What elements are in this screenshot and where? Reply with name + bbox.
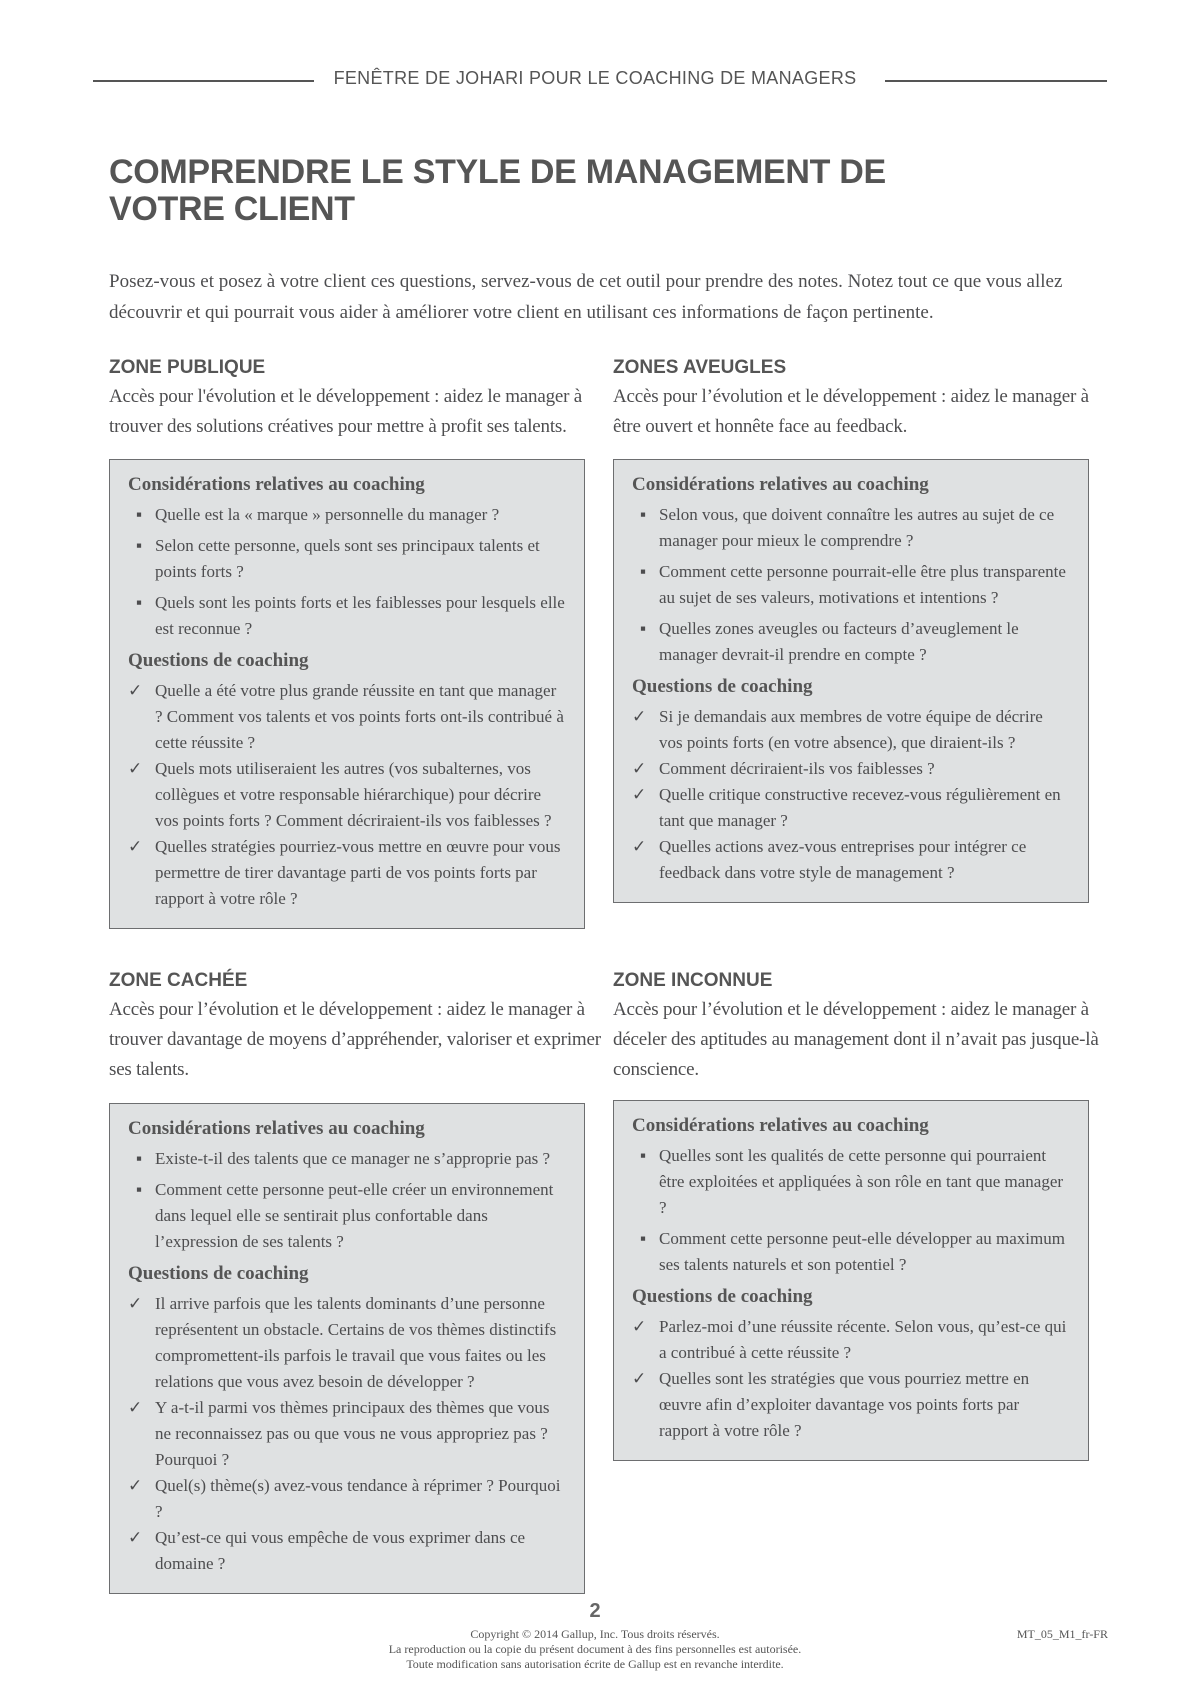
consideration-item: ▪ Comment cette personne peut-elle développer au maximum ses talents naturels et son potentiel ? xyxy=(632,1226,1070,1278)
question-item: ✓ Qu’est-ce qui vous empêche de vous exprimer dans ce domaine ? xyxy=(128,1525,566,1577)
square-bullet-icon: ▪ xyxy=(640,1229,647,1248)
question-item: ✓ Y a-t-il parmi vos thèmes principaux des thèmes que vous ne reconnaissez pas ou que vous ne vous appropriez pas ? Pourquoi ? xyxy=(128,1395,566,1473)
zone-publique-box xyxy=(109,459,585,929)
checkmark-icon: ✓ xyxy=(128,681,143,700)
footer xyxy=(0,1627,1190,1672)
document-code: MT_05_M1_fr-FR xyxy=(1016,1627,1108,1641)
checkmark-icon: ✓ xyxy=(128,1398,143,1417)
question-item: ✓ Si je demandais aux membres de votre équipe de décrire vos points forts (en votre absence), que diraient-ils ? xyxy=(632,704,1070,756)
zone-title: ZONE PUBLIQUE xyxy=(109,357,266,378)
zone-publique-intro xyxy=(109,356,607,442)
zone-description: Accès pour l’évolution et le développement : aidez le manager à être ouvert et honnête face au feedback. xyxy=(613,386,1089,437)
question-item: ✓ Quelles actions avez-vous entreprises pour intégrer ce feedback dans votre style de management ? xyxy=(632,834,1070,886)
question-item: ✓ Comment décriraient-ils vos faiblesses ? xyxy=(632,756,1070,782)
question-item: ✓ Il arrive parfois que les talents dominants d’une personne représentent un obstacle. Certains de vos thèmes distinctifs compromettent-ils parfois le travail que vous faites ou les relations que vous avez besoin de développer ? xyxy=(128,1291,566,1395)
footer-line-3: Toute modification sans autorisation écrite de Gallup est en revanche interdite. xyxy=(406,1657,784,1671)
consideration-item: ▪ Comment cette personne peut-elle créer un environnement dans lequel elle se sentirait plus confortable dans l’expression de ses talents ? xyxy=(128,1177,566,1255)
consideration-item: ▪ Quels sont les points forts et les faiblesses pour lesquels elle est reconnue ? xyxy=(128,590,566,642)
question-item: ✓ Quelles stratégies pourriez-vous mettre en œuvre pour vous permettre de tirer davantage parti de vos points forts par rapport à votre rôle ? xyxy=(128,834,566,912)
checkmark-icon: ✓ xyxy=(632,837,647,856)
square-bullet-icon: ▪ xyxy=(136,505,143,524)
zone-inconnue-box xyxy=(613,1100,1089,1461)
checkmark-icon: ✓ xyxy=(128,1528,143,1547)
zones-aveugles-intro xyxy=(613,356,1111,442)
consideration-item: ▪ Selon cette personne, quels sont ses principaux talents et points forts ? xyxy=(128,533,566,585)
square-bullet-icon: ▪ xyxy=(640,562,647,581)
consideration-item: ▪ Quelle est la « marque » personnelle du manager ? xyxy=(128,502,566,528)
zone-inconnue-intro xyxy=(613,969,1111,1085)
zone-title: ZONE CACHÉE xyxy=(109,970,248,991)
considerations-heading: Considérations relatives au coaching xyxy=(632,1115,929,1136)
checkmark-icon: ✓ xyxy=(128,837,143,856)
question-item: ✓ Quelles sont les stratégies que vous pourriez mettre en œuvre afin d’exploiter davantage vos points forts par rapport à votre rôle ? xyxy=(632,1366,1070,1444)
questions-heading: Questions de coaching xyxy=(128,1263,309,1284)
checkmark-icon: ✓ xyxy=(128,1294,143,1313)
zone-title: ZONE INCONNUE xyxy=(613,970,773,991)
checkmark-icon: ✓ xyxy=(632,1317,647,1336)
zones-aveugles-box xyxy=(613,459,1089,903)
questions-heading: Questions de coaching xyxy=(632,676,813,697)
checkmark-icon: ✓ xyxy=(632,785,647,804)
zone-description: Accès pour l’évolution et le développement : aidez le manager à trouver davantage de moyens d’appréhender, valoriser et exprimer ses talents. xyxy=(109,999,601,1080)
square-bullet-icon: ▪ xyxy=(136,593,143,612)
zone-cachee-intro xyxy=(109,969,607,1085)
intro-paragraph: Posez-vous et posez à votre client ces questions, servez-vous de cet outil pour prendre des notes. Notez tout ce que vous allez découvrir et qui pourrait vous aider à améliorer votre client en utilisant ces informations de façon pertinente. xyxy=(109,271,1063,323)
zone-description: Accès pour l'évolution et le développement : aidez le manager à trouver des solutions créatives pour mettre à profit ses talents. xyxy=(109,386,583,437)
square-bullet-icon: ▪ xyxy=(640,1146,647,1165)
considerations-heading: Considérations relatives au coaching xyxy=(128,1118,425,1139)
consideration-item: ▪ Quelles zones aveugles ou facteurs d’aveuglement le manager devrait-il prendre en compte ? xyxy=(632,616,1070,668)
zone-description: Accès pour l’évolution et le développement : aidez le manager à déceler des aptitudes au management dont il n’avait pas jusque-là conscience. xyxy=(613,999,1099,1080)
checkmark-icon: ✓ xyxy=(632,1369,647,1388)
zone-title: ZONES AVEUGLES xyxy=(613,357,787,378)
question-item: ✓ Quels mots utiliseraient les autres (vos subalternes, vos collègues et votre responsable hiérarchique) pour décrire vos points forts ? Comment décriraient-ils vos faiblesses ? xyxy=(128,756,566,834)
zone-cachee-box xyxy=(109,1103,585,1594)
page-title: COMPRENDRE LE STYLE DE MANAGEMENT DE VOTRE CLIENT xyxy=(109,153,886,228)
considerations-heading: Considérations relatives au coaching xyxy=(632,474,929,495)
questions-heading: Questions de coaching xyxy=(632,1286,813,1307)
question-item: ✓ Quelle critique constructive recevez-vous régulièrement en tant que manager ? xyxy=(632,782,1070,834)
checkmark-icon: ✓ xyxy=(128,759,143,778)
square-bullet-icon: ▪ xyxy=(136,536,143,555)
square-bullet-icon: ▪ xyxy=(136,1180,143,1199)
question-item: ✓ Quelle a été votre plus grande réussite en tant que manager ? Comment vos talents et vos points forts ont-ils contribué à cette réussite ? xyxy=(128,678,566,756)
page-number: 2 xyxy=(589,1600,601,1622)
question-item: ✓ Quel(s) thème(s) avez-vous tendance à réprimer ? Pourquoi ? xyxy=(128,1473,566,1525)
consideration-item: ▪ Existe-t-il des talents que ce manager ne s’approprie pas ? xyxy=(128,1146,566,1172)
question-item: ✓ Parlez-moi d’une réussite récente. Selon vous, qu’est-ce qui a contribué à cette réussite ? xyxy=(632,1314,1070,1366)
square-bullet-icon: ▪ xyxy=(640,619,647,638)
consideration-item: ▪ Selon vous, que doivent connaître les autres au sujet de ce manager pour mieux le comprendre ? xyxy=(632,502,1070,554)
running-header: FENÊTRE DE JOHARI POUR LE COACHING DE MANAGERS xyxy=(333,68,857,88)
checkmark-icon: ✓ xyxy=(128,1476,143,1495)
checkmark-icon: ✓ xyxy=(632,759,647,778)
header-rule-right xyxy=(885,80,1107,82)
questions-heading: Questions de coaching xyxy=(128,650,309,671)
copyright: Copyright © 2014 Gallup, Inc. Tous droits réservés. xyxy=(470,1627,720,1641)
consideration-item: ▪ Quelles sont les qualités de cette personne qui pourraient être exploitées et appliquées à son rôle en tant que manager ? xyxy=(632,1143,1070,1221)
footer-line-2: La reproduction ou la copie du présent document à des fins personnelles est autorisée. xyxy=(388,1642,802,1656)
consideration-item: ▪ Comment cette personne pourrait-elle être plus transparente au sujet de ses valeurs, motivations et intentions ? xyxy=(632,559,1070,611)
square-bullet-icon: ▪ xyxy=(640,505,647,524)
considerations-heading: Considérations relatives au coaching xyxy=(128,474,425,495)
square-bullet-icon: ▪ xyxy=(136,1149,143,1168)
checkmark-icon: ✓ xyxy=(632,707,647,726)
